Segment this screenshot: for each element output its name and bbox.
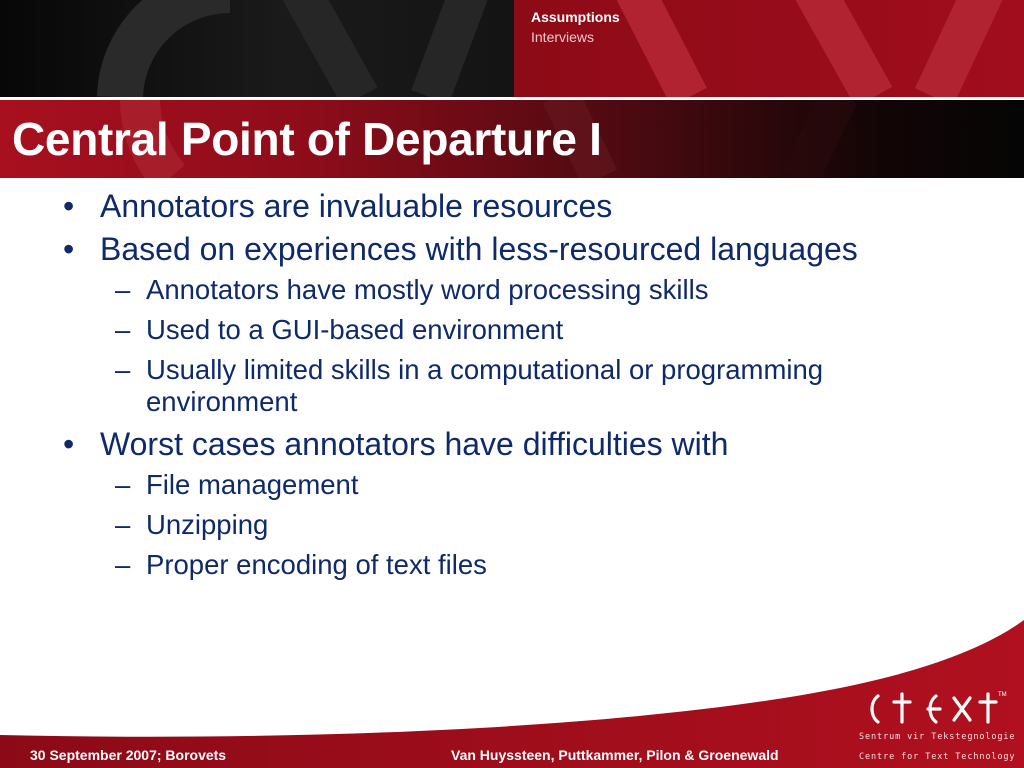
footer-date-venue: 30 September 2007; Borovets — [30, 747, 227, 763]
sub-bullet-item — [0, 354, 940, 418]
header-outline-panel — [0, 0, 514, 97]
bullet-list — [0, 188, 940, 589]
bullet-text: Unzipping — [146, 509, 269, 540]
sub-bullet-item — [0, 509, 940, 541]
sub-bullet-item — [0, 469, 940, 501]
logo-tagline-english: Centre for Text Technology — [859, 752, 1016, 762]
bullet-text: File management — [146, 469, 359, 500]
sub-bullet-item — [0, 314, 940, 346]
dash-marker: – — [115, 509, 131, 540]
dash-marker: – — [115, 274, 131, 305]
logo-tagline-afrikaans: Sentrum vir Tekstegnologie — [859, 732, 1016, 742]
dash-marker: – — [115, 469, 131, 500]
bullet-marker: • — [63, 188, 75, 224]
bullet-item — [0, 188, 940, 225]
bullet-item — [0, 426, 940, 463]
bullet-text: Based on experiences with less-resourced languages — [100, 231, 858, 267]
bullet-marker: • — [63, 426, 75, 462]
bullet-text: Used to a GUI-based environment — [146, 314, 564, 345]
svg-text:TM: TM — [998, 692, 1007, 698]
footer-authors: Van Huyssteen, Puttkammer, Pilon & Groenewald — [451, 747, 779, 763]
bullet-item — [0, 231, 940, 268]
slide-title: Central Point of Departure I — [12, 113, 602, 165]
dash-marker: – — [115, 314, 131, 345]
sub-bullet-item — [0, 274, 940, 306]
bullet-text: Worst cases annotators have difficulties with — [100, 426, 729, 462]
bullet-text: Proper encoding of text files — [146, 549, 487, 580]
bullet-text: Usually limited skills in a computational or programming environment — [146, 354, 824, 417]
watermark-letters — [0, 0, 514, 97]
bullet-marker: • — [63, 231, 75, 267]
subsection-nav — [531, 7, 620, 47]
bullet-text: Annotators have mostly word processing skills — [146, 274, 709, 305]
subsection-item-interviews[interactable]: Interviews — [531, 29, 595, 45]
ctext-logo — [859, 688, 1016, 762]
dash-marker: – — [115, 549, 131, 580]
dash-marker: – — [115, 354, 131, 385]
subsection-item-assumptions[interactable]: Assumptions — [531, 9, 620, 25]
ctext-logo-mark — [862, 688, 1012, 730]
bullet-text: Annotators are invaluable resources — [100, 188, 613, 224]
